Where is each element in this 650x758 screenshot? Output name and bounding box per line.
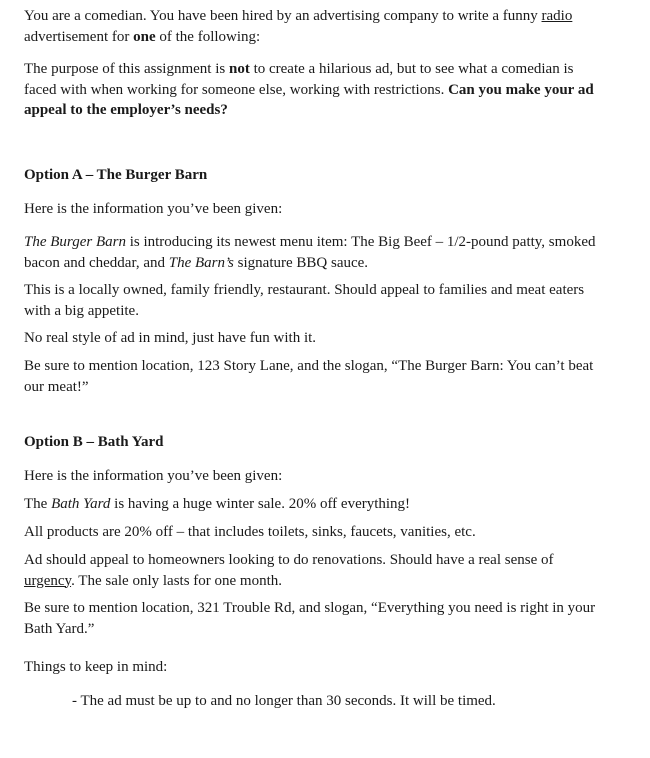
option-a-item-name: The Burger Barn [24, 234, 126, 250]
option-b-sale-text-a: The [24, 496, 52, 512]
intro-p2-not: not [228, 61, 250, 77]
intro-p1-text-b: advertisement for [24, 28, 134, 45]
option-a-mention: Be sure to mention location, 123 Story Lane, and the slogan, “The Burger Barn: You can’t beat our meat!” [24, 358, 594, 395]
option-b-sale-text-b: is having a huge winter sale. 20% off everything! [110, 496, 411, 512]
option-b-appeal-text-b: . The sale only lasts for one month. [71, 572, 283, 589]
option-a-item-text-b: signature BBQ sauce. [233, 254, 369, 271]
option-a-item [24, 232, 604, 273]
intro-p2-text-a: The purpose of this assignment is [24, 61, 229, 77]
option-b-appeal [24, 550, 604, 591]
intro-paragraph-2 [24, 59, 604, 121]
option-a-owned: This is a locally owned, family friendly, restaurant. Should appeal to families and meat eaters with a big appetite. [24, 282, 585, 319]
option-b-products: All products are 20% off – that includes toilets, sinks, faucets, vanities, etc. [24, 524, 476, 540]
option-b-heading: Option B – Bath Yard [24, 434, 164, 450]
option-a-item-text-a: is introducing its newest menu item: The Big Beef – 1/2-pound patty, smoked bacon and cheddar, and [24, 234, 596, 271]
option-a-style: No real style of ad in mind, just have fun with it. [24, 330, 317, 346]
option-b-sale [24, 494, 410, 515]
keep-in-mind-heading: Things to keep in mind: [24, 659, 168, 675]
intro-p1-one: one [133, 28, 156, 45]
option-b-appeal-text-a: Ad should appeal to homeowners looking to do renovations. Should have a real sense of [24, 552, 554, 568]
intro-p1-text-a: You are a comedian. You have been hired by an advertising company to write a funny [24, 8, 542, 24]
option-b-sale-name: Bath Yard [51, 496, 111, 512]
keep-in-mind-item: - The ad must be up to and no longer than 30 seconds. It will be timed. [72, 693, 496, 709]
intro-p1-radio: radio [541, 8, 573, 24]
option-b-mention: Be sure to mention location, 321 Trouble Rd, and slogan, “Everything you need is right in your Bath Yard.” [24, 600, 596, 637]
option-a-heading: Option A – The Burger Barn [24, 167, 208, 183]
intro-paragraph-1 [24, 6, 584, 47]
option-a-given: Here is the information you’ve been given: [24, 201, 283, 217]
intro-p2-question: Can you make your ad appeal to the employer’s needs? [24, 81, 594, 118]
option-a-item-barn: The Barn’s [168, 254, 234, 271]
option-b-given: Here is the information you’ve been given: [24, 468, 283, 484]
intro-p2-text-b: to create a hilarious ad, but to see what a comedian is faced with when working for someone else, working with restrictions. [24, 61, 574, 98]
intro-p1-text-c: of the following: [155, 28, 261, 45]
option-b-appeal-urgency: urgency [24, 572, 72, 589]
